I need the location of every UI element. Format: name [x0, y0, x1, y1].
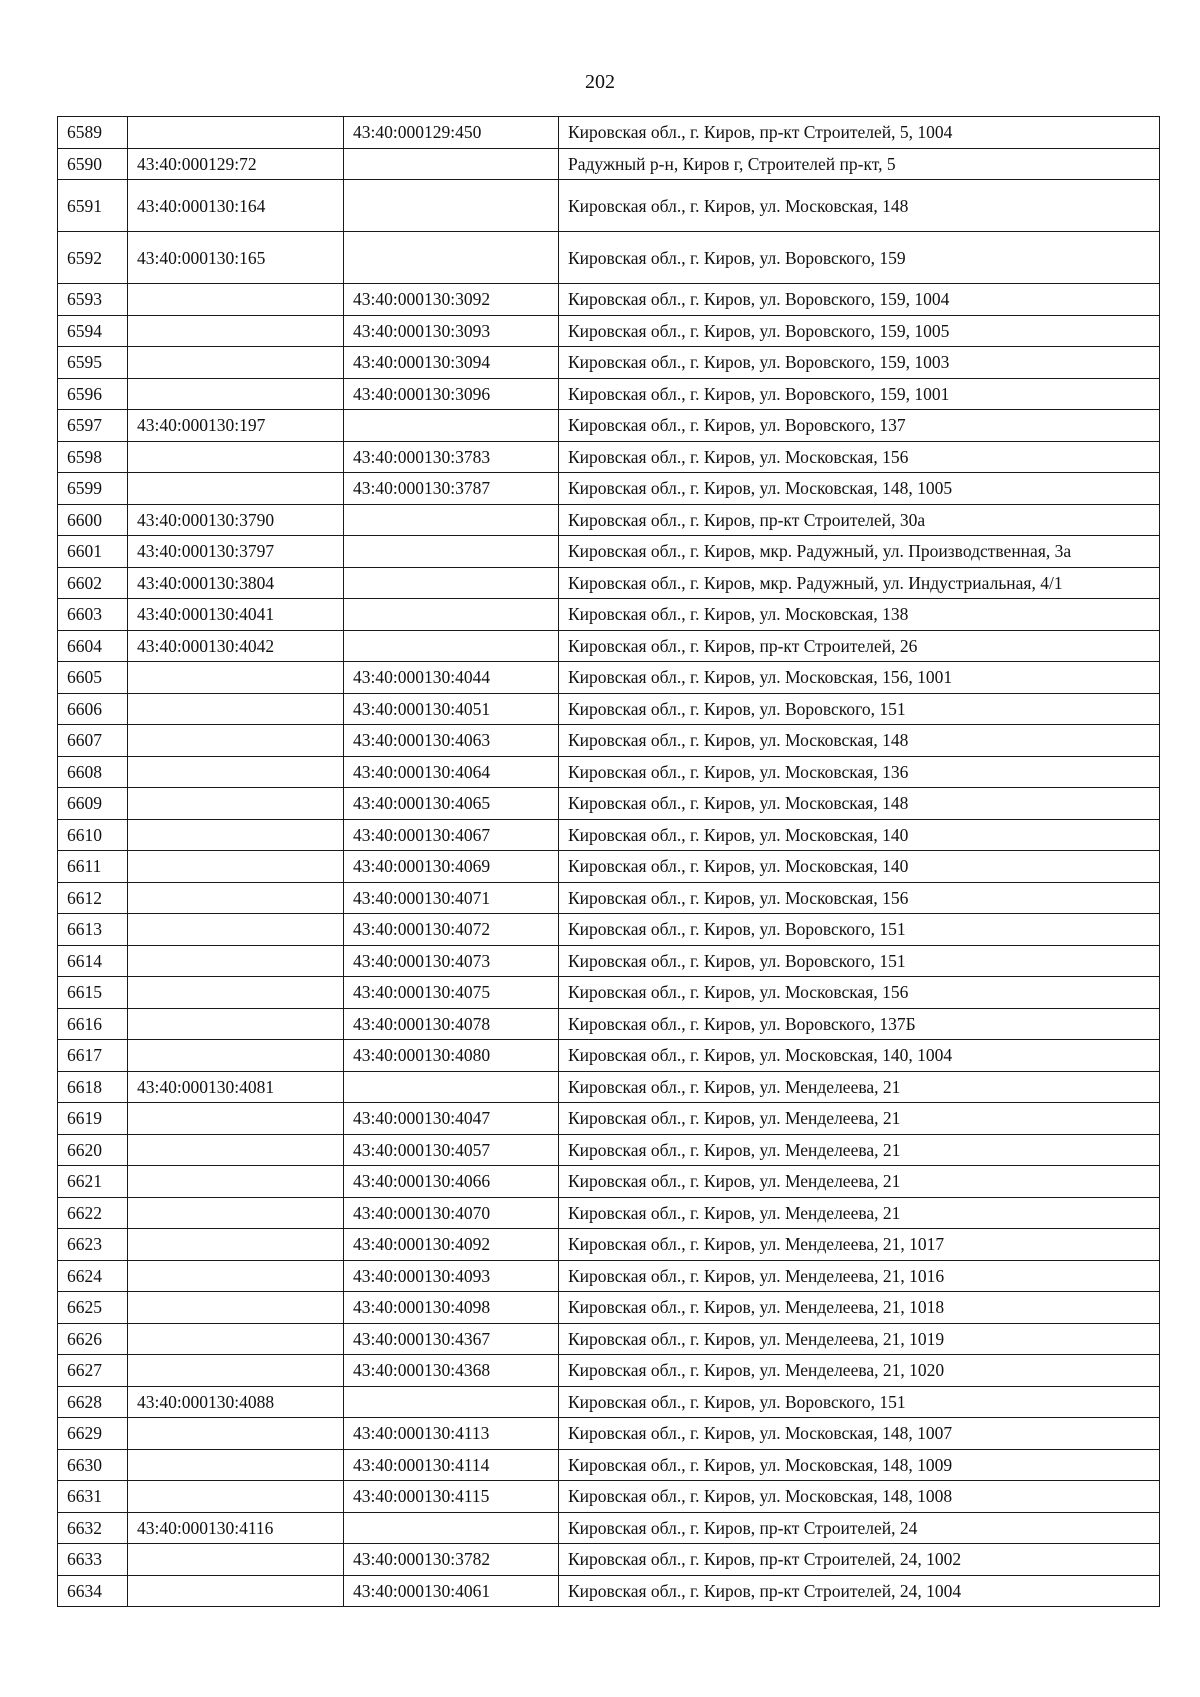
address-cell: Кировская обл., г. Киров, ул. Воровского, 159, 1001: [559, 378, 1160, 410]
address-cell: Кировская обл., г. Киров, ул. Менделеева, 21: [559, 1134, 1160, 1166]
land-cadastral-number-cell: [128, 1292, 344, 1324]
table-row: [58, 788, 1160, 820]
object-cadastral-number-cell: 43:40:000130:4061: [344, 1575, 559, 1607]
row-number-cell: 6620: [58, 1134, 128, 1166]
table-row: [58, 180, 1160, 232]
land-cadastral-number-cell: [128, 1040, 344, 1072]
row-number-cell: 6618: [58, 1071, 128, 1103]
land-cadastral-number-cell: [128, 756, 344, 788]
table-row: [58, 756, 1160, 788]
object-cadastral-number-cell: [344, 410, 559, 442]
address-cell: Кировская обл., г. Киров, ул. Московская, 156: [559, 882, 1160, 914]
object-cadastral-number-cell: 43:40:000130:4093: [344, 1260, 559, 1292]
address-cell: Кировская обл., г. Киров, ул. Московская, 156: [559, 977, 1160, 1009]
table-row: [58, 1449, 1160, 1481]
address-cell: Кировская обл., г. Киров, ул. Менделеева, 21, 1019: [559, 1323, 1160, 1355]
row-number-cell: 6621: [58, 1166, 128, 1198]
land-cadastral-number-cell: [128, 1229, 344, 1261]
address-cell: Радужный р-н, Киров г, Строителей пр-кт, 5: [559, 148, 1160, 180]
land-cadastral-number-cell: [128, 977, 344, 1009]
address-cell: Кировская обл., г. Киров, ул. Воровского, 151: [559, 914, 1160, 946]
object-cadastral-number-cell: 43:40:000130:3783: [344, 441, 559, 473]
land-cadastral-number-cell: 43:40:000130:197: [128, 410, 344, 442]
land-cadastral-number-cell: 43:40:000130:165: [128, 232, 344, 284]
row-number-cell: 6625: [58, 1292, 128, 1324]
registry-table-body: [58, 117, 1160, 1607]
object-cadastral-number-cell: 43:40:000130:4098: [344, 1292, 559, 1324]
address-cell: Кировская обл., г. Киров, ул. Воровского, 151: [559, 693, 1160, 725]
object-cadastral-number-cell: 43:40:000130:4067: [344, 819, 559, 851]
address-cell: Кировская обл., г. Киров, ул. Московская, 148, 1009: [559, 1449, 1160, 1481]
table-row: [58, 630, 1160, 662]
row-number-cell: 6606: [58, 693, 128, 725]
object-cadastral-number-cell: [344, 536, 559, 568]
address-cell: Кировская обл., г. Киров, ул. Менделеева, 21, 1017: [559, 1229, 1160, 1261]
land-cadastral-number-cell: [128, 1197, 344, 1229]
object-cadastral-number-cell: [344, 1386, 559, 1418]
address-cell: Кировская обл., г. Киров, ул. Московская, 148, 1008: [559, 1481, 1160, 1513]
object-cadastral-number-cell: 43:40:000130:4075: [344, 977, 559, 1009]
land-cadastral-number-cell: 43:40:000130:4088: [128, 1386, 344, 1418]
address-cell: Кировская обл., г. Киров, пр-кт Строителей, 24: [559, 1512, 1160, 1544]
address-cell: Кировская обл., г. Киров, ул. Воровского, 159, 1005: [559, 315, 1160, 347]
object-cadastral-number-cell: 43:40:000129:450: [344, 117, 559, 149]
land-cadastral-number-cell: [128, 315, 344, 347]
table-row: [58, 347, 1160, 379]
table-row: [58, 148, 1160, 180]
address-cell: Кировская обл., г. Киров, ул. Воровского, 159, 1004: [559, 284, 1160, 316]
table-row: [58, 441, 1160, 473]
address-cell: Кировская обл., г. Киров, ул. Московская, 140: [559, 851, 1160, 883]
row-number-cell: 6590: [58, 148, 128, 180]
address-cell: Кировская обл., г. Киров, пр-кт Строителей, 26: [559, 630, 1160, 662]
land-cadastral-number-cell: [128, 441, 344, 473]
address-cell: Кировская обл., г. Киров, ул. Менделеева, 21, 1020: [559, 1355, 1160, 1387]
row-number-cell: 6608: [58, 756, 128, 788]
object-cadastral-number-cell: 43:40:000130:3096: [344, 378, 559, 410]
row-number-cell: 6603: [58, 599, 128, 631]
land-cadastral-number-cell: [128, 1260, 344, 1292]
table-row: [58, 1292, 1160, 1324]
object-cadastral-number-cell: 43:40:000130:4047: [344, 1103, 559, 1135]
table-row: [58, 1260, 1160, 1292]
table-row: [58, 1575, 1160, 1607]
table-row: [58, 1481, 1160, 1513]
object-cadastral-number-cell: 43:40:000130:3093: [344, 315, 559, 347]
row-number-cell: 6627: [58, 1355, 128, 1387]
table-row: [58, 1386, 1160, 1418]
table-row: [58, 1544, 1160, 1576]
land-cadastral-number-cell: [128, 693, 344, 725]
object-cadastral-number-cell: 43:40:000130:4114: [344, 1449, 559, 1481]
land-cadastral-number-cell: [128, 1323, 344, 1355]
address-cell: Кировская обл., г. Киров, ул. Московская, 148: [559, 788, 1160, 820]
table-row: [58, 284, 1160, 316]
land-cadastral-number-cell: [128, 1134, 344, 1166]
object-cadastral-number-cell: [344, 1512, 559, 1544]
table-row: [58, 1040, 1160, 1072]
row-number-cell: 6597: [58, 410, 128, 442]
object-cadastral-number-cell: 43:40:000130:4057: [344, 1134, 559, 1166]
address-cell: Кировская обл., г. Киров, ул. Московская, 148, 1005: [559, 473, 1160, 505]
address-cell: Кировская обл., г. Киров, ул. Воровского, 159, 1003: [559, 347, 1160, 379]
land-cadastral-number-cell: 43:40:000130:4042: [128, 630, 344, 662]
row-number-cell: 6601: [58, 536, 128, 568]
table-row: [58, 725, 1160, 757]
land-cadastral-number-cell: 43:40:000130:3797: [128, 536, 344, 568]
address-cell: Кировская обл., г. Киров, ул. Московская, 140, 1004: [559, 1040, 1160, 1072]
object-cadastral-number-cell: 43:40:000130:4070: [344, 1197, 559, 1229]
land-cadastral-number-cell: [128, 819, 344, 851]
land-cadastral-number-cell: [128, 914, 344, 946]
object-cadastral-number-cell: 43:40:000130:3092: [344, 284, 559, 316]
address-cell: Кировская обл., г. Киров, ул. Московская, 148: [559, 725, 1160, 757]
object-cadastral-number-cell: [344, 504, 559, 536]
address-cell: Кировская обл., г. Киров, ул. Московская, 138: [559, 599, 1160, 631]
land-cadastral-number-cell: [128, 1166, 344, 1198]
address-cell: Кировская обл., г. Киров, ул. Менделеева, 21: [559, 1197, 1160, 1229]
object-cadastral-number-cell: 43:40:000130:4071: [344, 882, 559, 914]
table-row: [58, 851, 1160, 883]
row-number-cell: 6624: [58, 1260, 128, 1292]
table-row: [58, 1071, 1160, 1103]
table-row: [58, 819, 1160, 851]
object-cadastral-number-cell: 43:40:000130:4073: [344, 945, 559, 977]
object-cadastral-number-cell: 43:40:000130:4051: [344, 693, 559, 725]
table-row: [58, 117, 1160, 149]
land-cadastral-number-cell: [128, 284, 344, 316]
address-cell: Кировская обл., г. Киров, ул. Воровского, 159: [559, 232, 1160, 284]
land-cadastral-number-cell: [128, 1481, 344, 1513]
land-cadastral-number-cell: [128, 851, 344, 883]
row-number-cell: 6615: [58, 977, 128, 1009]
object-cadastral-number-cell: 43:40:000130:4069: [344, 851, 559, 883]
row-number-cell: 6623: [58, 1229, 128, 1261]
row-number-cell: 6631: [58, 1481, 128, 1513]
address-cell: Кировская обл., г. Киров, ул. Московская, 140: [559, 819, 1160, 851]
address-cell: Кировская обл., г. Киров, ул. Менделеева, 21, 1018: [559, 1292, 1160, 1324]
object-cadastral-number-cell: 43:40:000130:4367: [344, 1323, 559, 1355]
table-row: [58, 914, 1160, 946]
object-cadastral-number-cell: 43:40:000130:3094: [344, 347, 559, 379]
object-cadastral-number-cell: 43:40:000130:4368: [344, 1355, 559, 1387]
land-cadastral-number-cell: [128, 378, 344, 410]
row-number-cell: 6598: [58, 441, 128, 473]
land-cadastral-number-cell: 43:40:000130:3804: [128, 567, 344, 599]
land-cadastral-number-cell: 43:40:000130:4081: [128, 1071, 344, 1103]
address-cell: Кировская обл., г. Киров, ул. Менделеева, 21: [559, 1071, 1160, 1103]
object-cadastral-number-cell: 43:40:000130:4072: [344, 914, 559, 946]
table-row: [58, 1197, 1160, 1229]
land-cadastral-number-cell: [128, 1103, 344, 1135]
row-number-cell: 6600: [58, 504, 128, 536]
object-cadastral-number-cell: 43:40:000130:4066: [344, 1166, 559, 1198]
table-row: [58, 1355, 1160, 1387]
table-row: [58, 599, 1160, 631]
object-cadastral-number-cell: [344, 148, 559, 180]
land-cadastral-number-cell: [128, 473, 344, 505]
table-row: [58, 977, 1160, 1009]
row-number-cell: 6599: [58, 473, 128, 505]
table-row: [58, 1229, 1160, 1261]
land-cadastral-number-cell: [128, 788, 344, 820]
row-number-cell: 6619: [58, 1103, 128, 1135]
address-cell: Кировская обл., г. Киров, ул. Воровского, 137: [559, 410, 1160, 442]
object-cadastral-number-cell: [344, 599, 559, 631]
object-cadastral-number-cell: [344, 180, 559, 232]
address-cell: Кировская обл., г. Киров, ул. Московская, 148: [559, 180, 1160, 232]
land-cadastral-number-cell: [128, 1575, 344, 1607]
row-number-cell: 6592: [58, 232, 128, 284]
row-number-cell: 6632: [58, 1512, 128, 1544]
land-cadastral-number-cell: [128, 1418, 344, 1450]
land-cadastral-number-cell: [128, 1355, 344, 1387]
land-cadastral-number-cell: [128, 725, 344, 757]
object-cadastral-number-cell: 43:40:000130:4078: [344, 1008, 559, 1040]
address-cell: Кировская обл., г. Киров, пр-кт Строителей, 24, 1002: [559, 1544, 1160, 1576]
land-cadastral-number-cell: [128, 1544, 344, 1576]
land-cadastral-number-cell: [128, 1449, 344, 1481]
row-number-cell: 6630: [58, 1449, 128, 1481]
row-number-cell: 6633: [58, 1544, 128, 1576]
table-row: [58, 536, 1160, 568]
land-cadastral-number-cell: [128, 117, 344, 149]
object-cadastral-number-cell: [344, 232, 559, 284]
address-cell: Кировская обл., г. Киров, ул. Воровского, 151: [559, 1386, 1160, 1418]
table-row: [58, 1166, 1160, 1198]
address-cell: Кировская обл., г. Киров, пр-кт Строителей, 5, 1004: [559, 117, 1160, 149]
object-cadastral-number-cell: [344, 567, 559, 599]
row-number-cell: 6589: [58, 117, 128, 149]
land-cadastral-number-cell: [128, 945, 344, 977]
row-number-cell: 6611: [58, 851, 128, 883]
object-cadastral-number-cell: 43:40:000130:4064: [344, 756, 559, 788]
row-number-cell: 6607: [58, 725, 128, 757]
table-row: [58, 504, 1160, 536]
address-cell: Кировская обл., г. Киров, ул. Воровского, 151: [559, 945, 1160, 977]
table-row: [58, 1323, 1160, 1355]
address-cell: Кировская обл., г. Киров, ул. Московская, 136: [559, 756, 1160, 788]
row-number-cell: 6616: [58, 1008, 128, 1040]
land-cadastral-number-cell: [128, 1008, 344, 1040]
object-cadastral-number-cell: [344, 630, 559, 662]
object-cadastral-number-cell: 43:40:000130:4092: [344, 1229, 559, 1261]
row-number-cell: 6604: [58, 630, 128, 662]
object-cadastral-number-cell: 43:40:000130:3782: [344, 1544, 559, 1576]
row-number-cell: 6628: [58, 1386, 128, 1418]
table-row: [58, 315, 1160, 347]
land-cadastral-number-cell: 43:40:000130:4116: [128, 1512, 344, 1544]
object-cadastral-number-cell: 43:40:000130:4115: [344, 1481, 559, 1513]
table-row: [58, 662, 1160, 694]
registry-table: [57, 116, 1160, 1607]
object-cadastral-number-cell: 43:40:000130:4080: [344, 1040, 559, 1072]
row-number-cell: 6613: [58, 914, 128, 946]
address-cell: Кировская обл., г. Киров, ул. Менделеева, 21, 1016: [559, 1260, 1160, 1292]
row-number-cell: 6614: [58, 945, 128, 977]
address-cell: Кировская обл., г. Киров, мкр. Радужный, ул. Производственная, 3а: [559, 536, 1160, 568]
address-cell: Кировская обл., г. Киров, ул. Московская, 156: [559, 441, 1160, 473]
table-row: [58, 1512, 1160, 1544]
table-row: [58, 882, 1160, 914]
row-number-cell: 6594: [58, 315, 128, 347]
row-number-cell: 6595: [58, 347, 128, 379]
object-cadastral-number-cell: [344, 1071, 559, 1103]
land-cadastral-number-cell: [128, 347, 344, 379]
row-number-cell: 6629: [58, 1418, 128, 1450]
table-row: [58, 693, 1160, 725]
land-cadastral-number-cell: 43:40:000129:72: [128, 148, 344, 180]
table-row: [58, 567, 1160, 599]
row-number-cell: 6626: [58, 1323, 128, 1355]
row-number-cell: 6596: [58, 378, 128, 410]
row-number-cell: 6617: [58, 1040, 128, 1072]
table-row: [58, 1418, 1160, 1450]
page-number: 202: [585, 71, 615, 93]
object-cadastral-number-cell: 43:40:000130:4065: [344, 788, 559, 820]
address-cell: Кировская обл., г. Киров, мкр. Радужный, ул. Индустриальная, 4/1: [559, 567, 1160, 599]
table-row: [58, 410, 1160, 442]
address-cell: Кировская обл., г. Киров, ул. Воровского, 137Б: [559, 1008, 1160, 1040]
table-row: [58, 473, 1160, 505]
object-cadastral-number-cell: 43:40:000130:4113: [344, 1418, 559, 1450]
land-cadastral-number-cell: 43:40:000130:164: [128, 180, 344, 232]
address-cell: Кировская обл., г. Киров, ул. Московская, 148, 1007: [559, 1418, 1160, 1450]
object-cadastral-number-cell: 43:40:000130:3787: [344, 473, 559, 505]
row-number-cell: 6622: [58, 1197, 128, 1229]
table-row: [58, 378, 1160, 410]
row-number-cell: 6612: [58, 882, 128, 914]
address-cell: Кировская обл., г. Киров, пр-кт Строителей, 24, 1004: [559, 1575, 1160, 1607]
row-number-cell: 6634: [58, 1575, 128, 1607]
table-row: [58, 232, 1160, 284]
land-cadastral-number-cell: [128, 662, 344, 694]
land-cadastral-number-cell: 43:40:000130:3790: [128, 504, 344, 536]
table-row: [58, 1103, 1160, 1135]
row-number-cell: 6602: [58, 567, 128, 599]
address-cell: Кировская обл., г. Киров, пр-кт Строителей, 30а: [559, 504, 1160, 536]
address-cell: Кировская обл., г. Киров, ул. Менделеева, 21: [559, 1166, 1160, 1198]
object-cadastral-number-cell: 43:40:000130:4044: [344, 662, 559, 694]
table-row: [58, 1134, 1160, 1166]
object-cadastral-number-cell: 43:40:000130:4063: [344, 725, 559, 757]
land-cadastral-number-cell: 43:40:000130:4041: [128, 599, 344, 631]
row-number-cell: 6593: [58, 284, 128, 316]
land-cadastral-number-cell: [128, 882, 344, 914]
address-cell: Кировская обл., г. Киров, ул. Менделеева, 21: [559, 1103, 1160, 1135]
row-number-cell: 6610: [58, 819, 128, 851]
table-row: [58, 945, 1160, 977]
address-cell: Кировская обл., г. Киров, ул. Московская, 156, 1001: [559, 662, 1160, 694]
row-number-cell: 6609: [58, 788, 128, 820]
row-number-cell: 6591: [58, 180, 128, 232]
row-number-cell: 6605: [58, 662, 128, 694]
table-row: [58, 1008, 1160, 1040]
